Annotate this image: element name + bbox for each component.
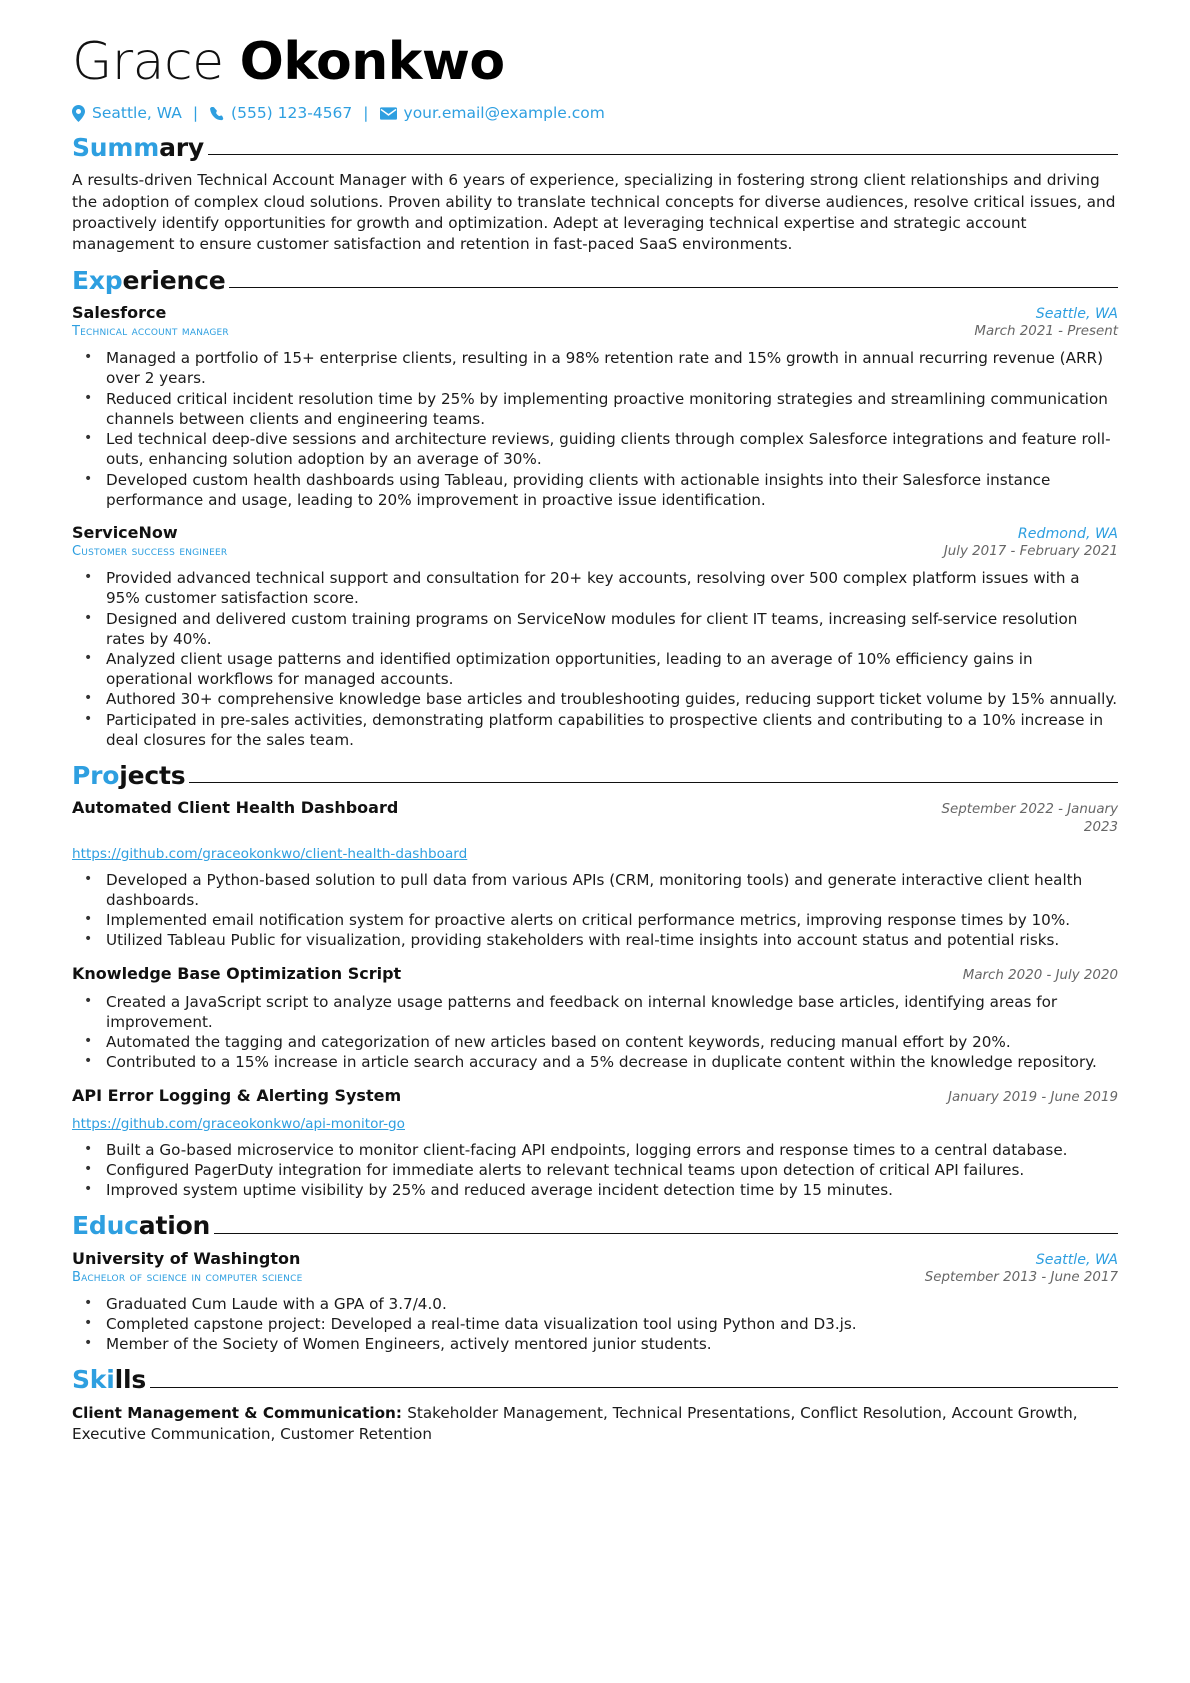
section-title-highlight: Pro [72, 761, 120, 791]
section-header-skills [72, 1367, 1118, 1393]
entry-title-row [72, 1086, 1118, 1106]
phone-icon [209, 106, 224, 121]
section-title-highlight: Exp [72, 265, 123, 295]
section-title-rest: jects [119, 761, 186, 791]
entry-location: Seattle, WA [1035, 306, 1118, 323]
location-text: Seattle, WA [92, 104, 182, 123]
entry-subtitle: Bachelor of science in computer science [72, 1269, 303, 1285]
section-projects [72, 763, 1118, 1200]
entry-url[interactable]: https://github.com/graceokonkwo/api-monitor-go [72, 1115, 405, 1132]
entry-bullet-list [98, 1140, 1118, 1201]
bullet-item: • Developed a Python-based solution to pull data from various APIs (CRM, monitoring tools) and generate interactive client health dashboards. [98, 870, 1118, 910]
skill-category: Client Management & Communication: [72, 1403, 408, 1422]
contact-separator-1: | [192, 104, 199, 123]
entry-location: Redmond, WA [1017, 526, 1118, 542]
bullet-item: • Participated in pre-sales activities, demonstrating platform capabilities to prospective clients and contributing to a 10% increase in deal closures for the sales team. [98, 710, 1118, 750]
entry-date: March 2021 - Present [974, 324, 1118, 340]
last-name: Okonkwo [239, 32, 505, 92]
section-title-highlight: Educ [72, 1211, 139, 1241]
entry-bullet-list [98, 348, 1118, 510]
entry-title: API Error Logging & Alerting System [72, 1085, 402, 1105]
section-title-rest: ary [159, 133, 205, 163]
section-body-experience [72, 303, 1118, 750]
section-title-rest: ation [138, 1211, 211, 1241]
section-title-summary [72, 135, 204, 161]
bullet-item: • Member of the Society of Women Engineers, actively mentored junior students. [98, 1334, 1118, 1354]
entry-title-row [72, 523, 1118, 542]
bullet-item: • Utilized Tableau Public for visualization, providing stakeholders with real-time insights into account status and potential risks. [98, 930, 1118, 950]
section-skills [72, 1367, 1118, 1444]
entry-title: University of Washington [72, 1248, 301, 1268]
section-body-projects [72, 798, 1118, 1200]
section-title-skills [72, 1367, 146, 1393]
section-title-highlight: Summ [72, 133, 160, 163]
entry-date: March 2020 - July 2020 [962, 967, 1118, 983]
entry-location: Seattle, WA [1035, 1251, 1118, 1268]
entry-title-row [72, 303, 1118, 322]
entry-bullet-list [98, 1294, 1118, 1355]
contact-separator-2: | [363, 104, 369, 123]
resume-entry [72, 303, 1118, 510]
bullet-item: • Created a JavaScript script to analyze usage patterns and feedback on internal knowledge base articles, identifying areas for improvement. [98, 992, 1118, 1032]
section-body-summary [72, 170, 1118, 254]
skill-items: Stakeholder Management, Technical Presentations, Conflict Resolution, Account Growth, Executive Communication, Customer Retention [72, 1403, 1078, 1443]
section-header-projects [72, 763, 1118, 789]
contact-bar [72, 104, 1118, 122]
entry-title-row [72, 1249, 1118, 1268]
entry-subtitle: Technical account manager [72, 324, 229, 340]
map-pin-icon [72, 105, 85, 122]
bullet-item: • Analyzed client usage patterns and identified optimization opportunities, leading to an average of 10% efficiency gains in operational workflows for managed accounts. [98, 649, 1118, 689]
bullet-item: • Completed capstone project: Developed a real-time data visualization tool using Python and D3.js. [98, 1314, 1118, 1334]
bullet-item: • Reduced critical incident resolution time by 25% by implementing proactive monitoring strategies and streamlining communication channels between clients and engineering teams. [98, 389, 1118, 429]
bullet-item: • Contributed to a 15% increase in article search accuracy and a 5% decrease in duplicate content within the knowledge repository. [98, 1052, 1118, 1072]
envelope-icon [380, 107, 397, 120]
bullet-item: • Implemented email notification system for proactive alerts on critical performance metrics, improving response times by 10%. [98, 910, 1118, 930]
skill-line [72, 1403, 1118, 1445]
section-body-skills [72, 1403, 1118, 1445]
entry-date: September 2013 - June 2017 [924, 1269, 1118, 1285]
bullet-item: • Automated the tagging and categorization of new articles based on content keywords, reducing manual effort by 20%. [98, 1032, 1118, 1052]
entry-date: July 2017 - February 2021 [943, 544, 1118, 559]
section-education [72, 1213, 1118, 1354]
resume-entry [72, 1086, 1118, 1201]
section-header-experience [72, 265, 1118, 295]
entry-title: Knowledge Base Optimization Script [72, 963, 402, 983]
bullet-item: • Designed and delivered custom training programs on ServiceNow modules for client IT teams, increasing self-service resolution rates by 40%. [98, 609, 1118, 649]
bullet-item: • Improved system uptime visibility by 25% and reduced average incident detection time by 15 minutes. [98, 1180, 1118, 1200]
section-title-projects [72, 763, 185, 789]
entry-title: Automated Client Health Dashboard [72, 798, 399, 818]
section-title-rest: erience [122, 265, 226, 295]
resume-entry [72, 798, 1118, 950]
entry-date: January 2019 - June 2019 [948, 1089, 1118, 1105]
section-title-education [72, 1213, 210, 1239]
section-rule-education [214, 1233, 1118, 1234]
section-experience [72, 265, 1118, 750]
entry-title: ServiceNow [72, 523, 178, 542]
section-body-education [72, 1249, 1118, 1355]
bullet-item: • Provided advanced technical support and consultation for 20+ key accounts, resolving over 500 complex platform issues with a 95% customer satisfaction score. [98, 568, 1118, 608]
contact-email [380, 104, 605, 122]
email-text: your.email@example.com [403, 104, 605, 123]
entry-bullet-list [98, 568, 1118, 750]
bullet-item: • Developed custom health dashboards using Tableau, providing clients with actionable insights into their Salesforce instance performance and usage, leading to 20% improvement in proactive issue identification. [98, 470, 1118, 510]
bullet-item: • Configured PagerDuty integration for immediate alerts to relevant technical teams upon detection of critical API failures. [98, 1160, 1118, 1180]
entry-url[interactable]: https://github.com/graceokonkwo/client-health-dashboard [72, 845, 468, 862]
first-name: Grace [72, 32, 224, 92]
entry-bullet-list [98, 992, 1118, 1073]
entry-subtitle-row [72, 543, 1118, 560]
section-rule-summary [208, 154, 1118, 155]
section-title-experience [72, 265, 226, 295]
entry-bullet-list [98, 870, 1118, 951]
bullet-item: • Authored 30+ comprehensive knowledge base articles and troubleshooting guides, reducing support ticket volume by 15% annually. [98, 689, 1118, 709]
resume-entry [72, 523, 1118, 750]
section-title-rest: lls [114, 1365, 147, 1395]
resume-entry [72, 1249, 1118, 1355]
section-summary [72, 135, 1118, 255]
entry-date: September 2022 - January 2023 [941, 802, 1118, 835]
entry-subtitle-row [72, 323, 1118, 340]
resume-header [72, 34, 1118, 122]
summary-paragraph: A results-driven Technical Account Manager with 6 years of experience, specializing in fostering strong client relationships and driving the adoption of complex cloud solutions. Proven ability to translate technical concepts for diverse audiences, resolve critical issues, and proactively identify opportunities for growth and optimization. Adept at leveraging technical expertise and strategic account management to ensure customer satisfaction and retention in fast-paced SaaS environments. [72, 171, 1116, 253]
contact-phone [209, 104, 352, 122]
section-header-education [72, 1213, 1118, 1239]
section-header-summary [72, 135, 1118, 161]
contact-location [72, 104, 182, 122]
section-rule-projects [189, 782, 1118, 783]
resume-entry [72, 964, 1118, 1073]
entry-subtitle: Customer success engineer [72, 544, 228, 559]
candidate-name [72, 34, 1118, 90]
section-title-highlight: Ski [72, 1365, 115, 1395]
bullet-item: • Managed a portfolio of 15+ enterprise clients, resulting in a 98% retention rate and 15% growth in annual recurring revenue (ARR) over 2 years. [98, 348, 1118, 388]
bullet-item: • Built a Go-based microservice to monitor client-facing API endpoints, logging errors and response times to a central database. [98, 1140, 1118, 1160]
section-rule-skills [150, 1387, 1118, 1388]
bullet-item: • Led technical deep-dive sessions and architecture reviews, guiding clients through complex Salesforce integrations and feature roll-outs, enhancing solution adoption by an average of 30%. [98, 429, 1118, 469]
entry-title-row [72, 964, 1118, 984]
phone-text: (555) 123-4567 [231, 104, 353, 123]
section-rule-experience [229, 287, 1118, 288]
entry-title-row [72, 798, 1118, 835]
resume-sections [72, 135, 1118, 1445]
entry-title: Salesforce [72, 303, 167, 323]
entry-subtitle-row [72, 1269, 1118, 1286]
bullet-item: • Graduated Cum Laude with a GPA of 3.7/4.0. [98, 1294, 1118, 1314]
